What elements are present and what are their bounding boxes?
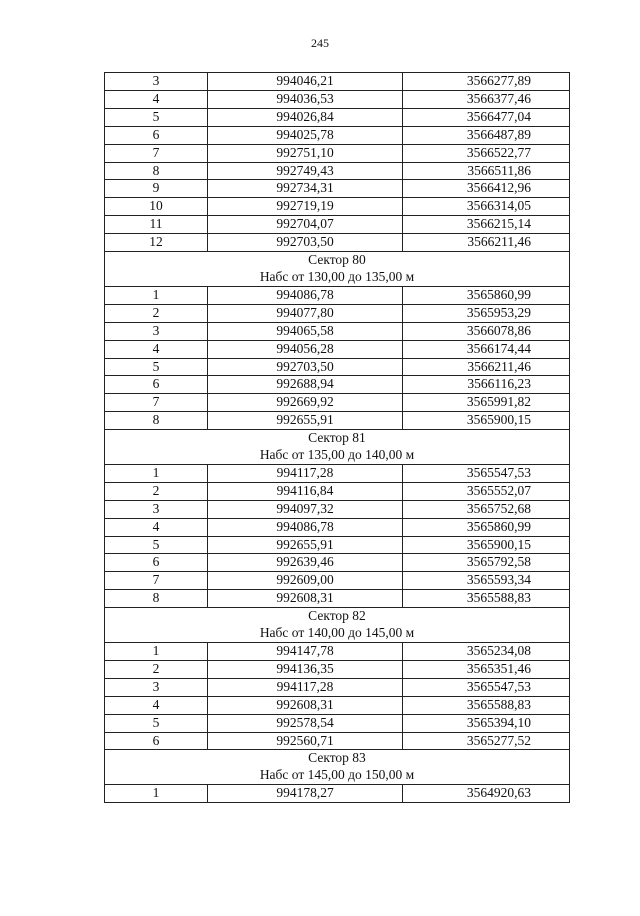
point-number-cell: 1 xyxy=(105,464,208,482)
point-number-cell: 5 xyxy=(105,536,208,554)
table-row xyxy=(105,732,570,750)
table-row xyxy=(105,660,570,678)
x-coordinate-cell: 992704,07 xyxy=(208,216,403,234)
page-number: 245 xyxy=(311,36,329,50)
x-coordinate-cell: 994036,53 xyxy=(208,90,403,108)
table-row xyxy=(105,518,570,536)
y-coordinate-cell: 3565792,58 xyxy=(403,554,570,572)
table-row xyxy=(105,785,570,803)
table-row xyxy=(105,180,570,198)
x-coordinate-cell: 994117,28 xyxy=(208,678,403,696)
table-row xyxy=(105,162,570,180)
sector-title: Сектор 81 xyxy=(105,430,570,447)
table-row xyxy=(105,714,570,732)
y-coordinate-cell: 3565953,29 xyxy=(403,304,570,322)
y-coordinate-cell: 3565588,83 xyxy=(403,590,570,608)
y-coordinate-cell: 3565394,10 xyxy=(403,714,570,732)
table-row xyxy=(105,482,570,500)
table-row xyxy=(105,126,570,144)
x-coordinate-cell: 994117,28 xyxy=(208,464,403,482)
y-coordinate-cell: 3566116,23 xyxy=(403,376,570,394)
y-coordinate-cell: 3565588,83 xyxy=(403,696,570,714)
x-coordinate-cell: 992734,31 xyxy=(208,180,403,198)
point-number-cell: 1 xyxy=(105,785,208,803)
x-coordinate-cell: 994086,78 xyxy=(208,286,403,304)
point-number-cell: 5 xyxy=(105,108,208,126)
table-row xyxy=(105,678,570,696)
x-coordinate-cell: 992703,50 xyxy=(208,234,403,252)
table-row xyxy=(105,554,570,572)
point-number-cell: 12 xyxy=(105,234,208,252)
table-row xyxy=(105,108,570,126)
sector-title-row xyxy=(105,252,570,269)
x-coordinate-cell: 994097,32 xyxy=(208,500,403,518)
table-row xyxy=(105,500,570,518)
table-row xyxy=(105,198,570,216)
x-coordinate-cell: 992608,31 xyxy=(208,696,403,714)
table-row xyxy=(105,340,570,358)
y-coordinate-cell: 3565552,07 xyxy=(403,482,570,500)
point-number-cell: 4 xyxy=(105,90,208,108)
table-row xyxy=(105,73,570,91)
x-coordinate-cell: 994086,78 xyxy=(208,518,403,536)
table-row xyxy=(105,144,570,162)
table-row xyxy=(105,412,570,430)
y-coordinate-cell: 3566211,46 xyxy=(403,234,570,252)
x-coordinate-cell: 992655,91 xyxy=(208,412,403,430)
point-number-cell: 5 xyxy=(105,714,208,732)
point-number-cell: 8 xyxy=(105,162,208,180)
y-coordinate-cell: 3565351,46 xyxy=(403,660,570,678)
point-number-cell: 1 xyxy=(105,643,208,661)
y-coordinate-cell: 3566078,86 xyxy=(403,322,570,340)
y-coordinate-cell: 3565593,34 xyxy=(403,572,570,590)
x-coordinate-cell: 994178,27 xyxy=(208,785,403,803)
table-row xyxy=(105,286,570,304)
x-coordinate-cell: 992688,94 xyxy=(208,376,403,394)
point-number-cell: 2 xyxy=(105,304,208,322)
table-row xyxy=(105,90,570,108)
y-coordinate-cell: 3565860,99 xyxy=(403,518,570,536)
point-number-cell: 9 xyxy=(105,180,208,198)
point-number-cell: 3 xyxy=(105,500,208,518)
x-coordinate-cell: 992751,10 xyxy=(208,144,403,162)
x-coordinate-cell: 994026,84 xyxy=(208,108,403,126)
point-number-cell: 6 xyxy=(105,126,208,144)
point-number-cell: 3 xyxy=(105,322,208,340)
y-coordinate-cell: 3565900,15 xyxy=(403,412,570,430)
y-coordinate-cell: 3565752,68 xyxy=(403,500,570,518)
table-row xyxy=(105,696,570,714)
point-number-cell: 5 xyxy=(105,358,208,376)
x-coordinate-cell: 994046,21 xyxy=(208,73,403,91)
y-coordinate-cell: 3566477,04 xyxy=(403,108,570,126)
point-number-cell: 1 xyxy=(105,286,208,304)
sector-title-row xyxy=(105,750,570,767)
y-coordinate-cell: 3566174,44 xyxy=(403,340,570,358)
x-coordinate-cell: 992749,43 xyxy=(208,162,403,180)
point-number-cell: 8 xyxy=(105,412,208,430)
x-coordinate-cell: 994065,58 xyxy=(208,322,403,340)
x-coordinate-cell: 992703,50 xyxy=(208,358,403,376)
table-row xyxy=(105,394,570,412)
y-coordinate-cell: 3566377,46 xyxy=(403,90,570,108)
point-number-cell: 6 xyxy=(105,554,208,572)
point-number-cell: 4 xyxy=(105,696,208,714)
table-row xyxy=(105,304,570,322)
x-coordinate-cell: 994077,80 xyxy=(208,304,403,322)
y-coordinate-cell: 3565234,08 xyxy=(403,643,570,661)
x-coordinate-cell: 992608,31 xyxy=(208,590,403,608)
point-number-cell: 2 xyxy=(105,482,208,500)
sector-height-range: Набс от 145,00 до 150,00 м xyxy=(105,767,570,784)
y-coordinate-cell: 3565900,15 xyxy=(403,536,570,554)
y-coordinate-cell: 3566511,86 xyxy=(403,162,570,180)
sector-height-range: Набс от 135,00 до 140,00 м xyxy=(105,447,570,464)
point-number-cell: 6 xyxy=(105,732,208,750)
sector-range-row xyxy=(105,269,570,286)
x-coordinate-cell: 992578,54 xyxy=(208,714,403,732)
y-coordinate-cell: 3566522,77 xyxy=(403,144,570,162)
table-row xyxy=(105,536,570,554)
table-row xyxy=(105,322,570,340)
x-coordinate-cell: 994116,84 xyxy=(208,482,403,500)
point-number-cell: 3 xyxy=(105,678,208,696)
x-coordinate-cell: 992639,46 xyxy=(208,554,403,572)
table-row xyxy=(105,590,570,608)
table-row xyxy=(105,216,570,234)
point-number-cell: 7 xyxy=(105,572,208,590)
coordinates-table xyxy=(104,72,570,803)
x-coordinate-cell: 992560,71 xyxy=(208,732,403,750)
sector-title-row xyxy=(105,430,570,447)
point-number-cell: 4 xyxy=(105,340,208,358)
x-coordinate-cell: 994056,28 xyxy=(208,340,403,358)
y-coordinate-cell: 3566412,96 xyxy=(403,180,570,198)
x-coordinate-cell: 992609,00 xyxy=(208,572,403,590)
y-coordinate-cell: 3566211,46 xyxy=(403,358,570,376)
y-coordinate-cell: 3565547,53 xyxy=(403,678,570,696)
x-coordinate-cell: 992655,91 xyxy=(208,536,403,554)
table-row xyxy=(105,234,570,252)
y-coordinate-cell: 3564920,63 xyxy=(403,785,570,803)
table-row xyxy=(105,376,570,394)
sector-range-row xyxy=(105,767,570,784)
table-row xyxy=(105,643,570,661)
sector-range-row xyxy=(105,625,570,642)
point-number-cell: 7 xyxy=(105,394,208,412)
y-coordinate-cell: 3565860,99 xyxy=(403,286,570,304)
x-coordinate-cell: 992719,19 xyxy=(208,198,403,216)
x-coordinate-cell: 994136,35 xyxy=(208,660,403,678)
point-number-cell: 7 xyxy=(105,144,208,162)
sector-title: Сектор 80 xyxy=(105,252,570,269)
x-coordinate-cell: 994147,78 xyxy=(208,643,403,661)
table-row xyxy=(105,358,570,376)
y-coordinate-cell: 3566314,05 xyxy=(403,198,570,216)
table-row xyxy=(105,464,570,482)
sector-title: Сектор 83 xyxy=(105,750,570,767)
point-number-cell: 3 xyxy=(105,73,208,91)
x-coordinate-cell: 994025,78 xyxy=(208,126,403,144)
sector-range-row xyxy=(105,447,570,464)
sector-title-row xyxy=(105,608,570,625)
point-number-cell: 8 xyxy=(105,590,208,608)
coordinates-table-body xyxy=(105,73,570,803)
y-coordinate-cell: 3565547,53 xyxy=(403,464,570,482)
x-coordinate-cell: 992669,92 xyxy=(208,394,403,412)
y-coordinate-cell: 3566277,89 xyxy=(403,73,570,91)
table-row xyxy=(105,572,570,590)
sector-height-range: Набс от 130,00 до 135,00 м xyxy=(105,269,570,286)
y-coordinate-cell: 3565991,82 xyxy=(403,394,570,412)
point-number-cell: 11 xyxy=(105,216,208,234)
y-coordinate-cell: 3565277,52 xyxy=(403,732,570,750)
point-number-cell: 6 xyxy=(105,376,208,394)
y-coordinate-cell: 3566215,14 xyxy=(403,216,570,234)
sector-title: Сектор 82 xyxy=(105,608,570,625)
point-number-cell: 10 xyxy=(105,198,208,216)
point-number-cell: 2 xyxy=(105,660,208,678)
point-number-cell: 4 xyxy=(105,518,208,536)
y-coordinate-cell: 3566487,89 xyxy=(403,126,570,144)
sector-height-range: Набс от 140,00 до 145,00 м xyxy=(105,625,570,642)
